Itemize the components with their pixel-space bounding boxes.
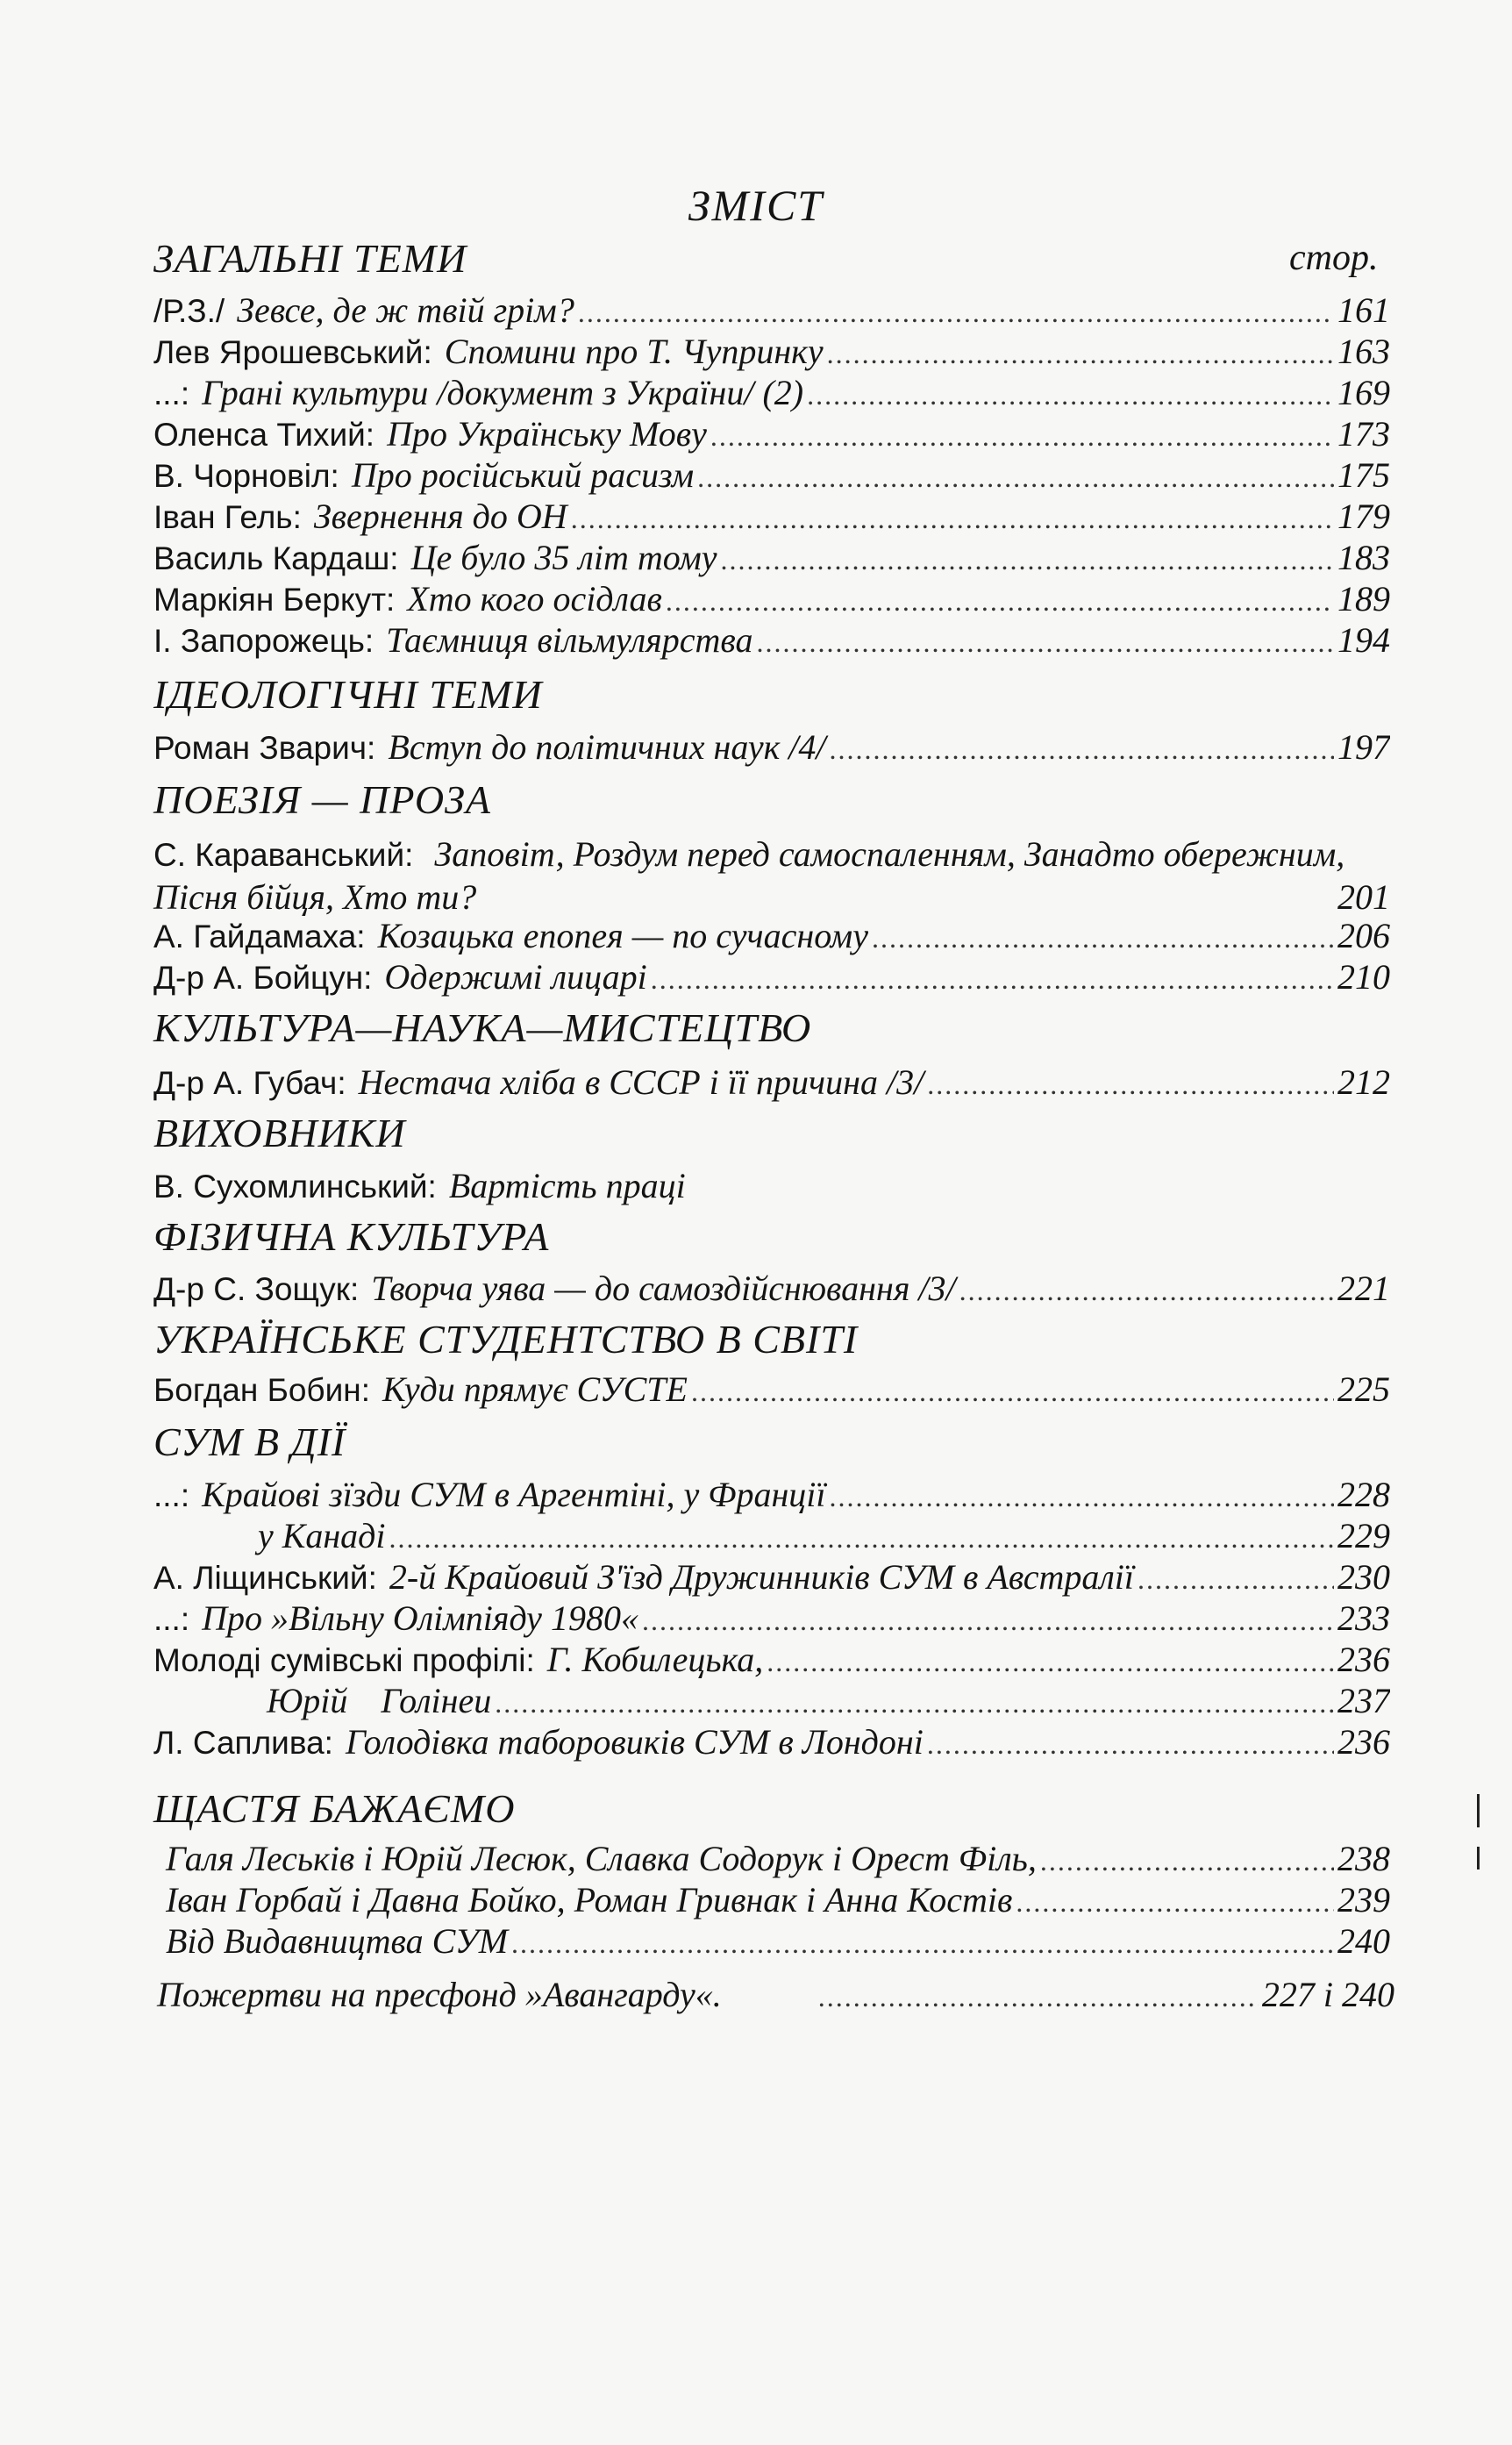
entry-title: Про російський расизм bbox=[351, 455, 695, 495]
entry-title: Пожертви на пресфонд »Авангарду«. bbox=[157, 1975, 722, 2014]
leader-dots bbox=[691, 1376, 1334, 1408]
entry-page: 197 bbox=[1337, 727, 1390, 767]
entry-page: 228 bbox=[1337, 1475, 1390, 1514]
scan-mark bbox=[1477, 1847, 1480, 1869]
entry-title: Спомини про Т. Чупринку bbox=[444, 332, 824, 371]
toc-entry bbox=[153, 1369, 1390, 1412]
page-column-label: стор. bbox=[1289, 238, 1379, 278]
toc-entry bbox=[153, 1680, 1390, 1724]
entry-title: Козацька епопея — по сучасному bbox=[377, 916, 868, 955]
entry-page: 238 bbox=[1337, 1839, 1390, 1878]
entry-page: 169 bbox=[1337, 373, 1390, 412]
entry-page: 225 bbox=[1337, 1369, 1390, 1409]
entry-page: 236 bbox=[1337, 1722, 1390, 1762]
toc-entry bbox=[153, 1598, 1390, 1641]
section-heading: КУЛЬТУРА—НАУКА—МИСТЕЦТВО bbox=[153, 1005, 812, 1050]
entry-title: Вартість праці bbox=[448, 1166, 686, 1205]
toc-entry-multiline bbox=[153, 833, 1390, 919]
entry-page: 227 і 240 bbox=[1261, 1975, 1394, 2014]
entry-title: Заповіт, Роздум перед самоспаленням, Занадто обережним, Пісня бійця, Хто ти? bbox=[153, 834, 1345, 917]
entry-title: Галя Леськів і Юрій Лесюк, Славка Содорук і Орест Філь, bbox=[166, 1839, 1037, 1878]
toc-entry bbox=[153, 1879, 1390, 1923]
entry-title: Голодівка таборовиків СУМ в Лондоні bbox=[345, 1722, 924, 1762]
leader-dots bbox=[1016, 1886, 1334, 1919]
leader-dots bbox=[1040, 1845, 1334, 1877]
entry-title: Зевсе, де ж твій грім? bbox=[237, 290, 574, 330]
section-heading: ФІЗИЧНА КУЛЬТУРА bbox=[153, 1214, 550, 1259]
toc-entry bbox=[153, 915, 1390, 959]
entry-title: Про »Вільну Олімпіяду 1980« bbox=[202, 1598, 638, 1638]
toc-entry bbox=[153, 1062, 1390, 1105]
entry-author: С. Караванський: bbox=[153, 837, 414, 873]
section-heading: ІДЕОЛОГІЧНІ ТЕМИ bbox=[153, 672, 543, 717]
toc-entry bbox=[153, 1639, 1390, 1683]
entry-page: 173 bbox=[1337, 414, 1390, 454]
leader-dots bbox=[807, 379, 1334, 411]
toc-entry bbox=[153, 726, 1390, 770]
leader-dots bbox=[927, 1728, 1334, 1761]
toc-entry bbox=[153, 619, 1390, 663]
entry-title: Хто кого осідлав bbox=[407, 579, 662, 618]
section-heading: ЗАГАЛЬНІ ТЕМИ bbox=[153, 236, 467, 281]
entry-author: Лев Ярошевський: bbox=[153, 334, 432, 370]
entry-title: Нестача хліба в СССР і її причина /3/ bbox=[358, 1062, 924, 1102]
toc-entry-donations bbox=[145, 1974, 1394, 2018]
toc-entry bbox=[153, 1268, 1390, 1312]
entry-title: Грані культури /документ з України/ (2) bbox=[202, 373, 804, 412]
leader-dots bbox=[872, 922, 1334, 954]
entry-title: Куди прямує СУСТЕ bbox=[382, 1369, 688, 1409]
page-title: ЗМІСТ bbox=[688, 181, 824, 230]
entry-author: /Р.З./ bbox=[153, 293, 225, 329]
entry-page: 206 bbox=[1337, 916, 1390, 955]
entry-title: 2-й Крайовий З'їзд Дружинників СУМ в Австралії bbox=[389, 1557, 1134, 1597]
toc-entry bbox=[153, 1838, 1390, 1882]
entry-author: ...: bbox=[153, 1601, 190, 1637]
entry-author: Роман Зварич: bbox=[153, 730, 376, 766]
entry-title: Це було 35 літ тому bbox=[410, 538, 717, 577]
entry-title: Звернення до ОН bbox=[313, 497, 567, 536]
entry-title: Про Українську Мову bbox=[387, 414, 707, 454]
toc-entry bbox=[153, 537, 1390, 581]
leader-dots bbox=[830, 1481, 1334, 1513]
entry-author: А. Гайдамаха: bbox=[153, 919, 366, 954]
entry-page: 189 bbox=[1337, 579, 1390, 618]
entry-author: Маркіян Беркут: bbox=[153, 582, 396, 618]
leader-dots bbox=[710, 420, 1334, 453]
toc-entry bbox=[153, 331, 1390, 375]
toc-entry bbox=[153, 454, 1390, 498]
toc-entry bbox=[153, 1165, 1390, 1209]
entry-title: Від Видавництва СУМ bbox=[166, 1921, 509, 1961]
entry-author: Василь Кардаш: bbox=[153, 540, 399, 576]
entry-page: 230 bbox=[1337, 1557, 1390, 1597]
entry-author: Богдан Бобин: bbox=[153, 1372, 371, 1408]
leader-dots bbox=[495, 1687, 1334, 1719]
leader-dots bbox=[578, 297, 1334, 329]
section-heading: ЩАСТЯ БАЖАЄМО bbox=[153, 1786, 516, 1831]
entry-page: 236 bbox=[1337, 1640, 1390, 1679]
entry-author: Д-р С. Зощук: bbox=[153, 1271, 360, 1307]
entry-author: Д-р А. Губач: bbox=[153, 1065, 346, 1101]
toc-entry bbox=[153, 496, 1390, 540]
leader-dots bbox=[642, 1605, 1334, 1637]
entry-page: 201 bbox=[1337, 877, 1390, 917]
entry-title: Одержимі лицарі bbox=[384, 957, 647, 997]
leader-dots bbox=[697, 461, 1334, 494]
entry-page: 161 bbox=[1337, 290, 1390, 330]
entry-page: 210 bbox=[1337, 957, 1390, 997]
entry-title: у Канаді bbox=[258, 1516, 386, 1555]
leader-dots bbox=[1138, 1563, 1334, 1596]
section-heading: СУМ В ДІЇ bbox=[153, 1419, 346, 1464]
entry-author: Оленса Тихий: bbox=[153, 417, 375, 453]
entry-title: Таємниця вільмулярства bbox=[386, 620, 753, 660]
toc-entry bbox=[153, 1721, 1390, 1765]
entry-author: ...: bbox=[153, 1477, 190, 1513]
section-heading: УКРАЇНСЬКЕ СТУДЕНТСТВО В СВІТІ bbox=[153, 1317, 859, 1362]
toc-entry bbox=[153, 578, 1390, 622]
entry-title: Іван Горбай і Давна Бойко, Роман Гривнак і Анна Костів bbox=[166, 1880, 1013, 1920]
entry-author: Молоді сумівські профілі: bbox=[153, 1642, 535, 1678]
leader-dots bbox=[818, 1981, 1259, 2013]
entry-page: 183 bbox=[1337, 538, 1390, 577]
entry-author: В. Чорновіл: bbox=[153, 458, 339, 494]
toc-entry bbox=[153, 1556, 1390, 1600]
entry-page: 179 bbox=[1337, 497, 1390, 536]
leader-dots bbox=[571, 503, 1334, 535]
leader-dots bbox=[666, 585, 1334, 618]
entry-title: Вступ до політичних наук /4/ bbox=[388, 727, 826, 767]
section-heading: ВИХОВНИКИ bbox=[153, 1111, 406, 1155]
entry-title: Г. Кобилецька, bbox=[546, 1640, 764, 1679]
entry-author: ...: bbox=[153, 375, 190, 411]
toc-entry bbox=[153, 290, 1390, 333]
entry-page: 212 bbox=[1337, 1062, 1390, 1102]
entry-page: 221 bbox=[1337, 1269, 1390, 1308]
toc-entry bbox=[153, 956, 1390, 1000]
toc-entry bbox=[153, 1920, 1390, 1964]
leader-dots bbox=[389, 1522, 1334, 1555]
entry-author: І. Запорожець: bbox=[153, 623, 374, 659]
entry-page: 163 bbox=[1337, 332, 1390, 371]
leader-dots bbox=[721, 544, 1335, 576]
entry-page: 237 bbox=[1337, 1681, 1390, 1720]
entry-author: В. Сухомлинський: bbox=[153, 1169, 437, 1205]
leader-dots bbox=[830, 733, 1334, 766]
entry-page: 233 bbox=[1337, 1598, 1390, 1638]
entry-page: 194 bbox=[1337, 620, 1390, 660]
section-heading: ПОЕЗІЯ — ПРОЗА bbox=[153, 777, 491, 822]
leader-dots bbox=[959, 1275, 1334, 1307]
entry-page: 229 bbox=[1337, 1516, 1390, 1555]
entry-title: Юрій Голінеи bbox=[267, 1681, 492, 1720]
leader-dots bbox=[757, 626, 1334, 659]
scan-mark bbox=[1477, 1794, 1480, 1827]
entry-author: Д-р А. Бойцун: bbox=[153, 960, 373, 996]
entry-author: А. Ліщинський: bbox=[153, 1560, 377, 1596]
toc-entry bbox=[153, 1474, 1390, 1518]
leader-dots bbox=[827, 338, 1334, 370]
entry-page: 239 bbox=[1337, 1880, 1390, 1920]
entry-author: Л. Саплива: bbox=[153, 1725, 333, 1761]
leader-dots bbox=[651, 963, 1334, 996]
entry-title: Творча уява — до самоздійснювання /3/ bbox=[371, 1269, 956, 1308]
toc-entry bbox=[153, 413, 1390, 457]
leader-dots bbox=[767, 1646, 1334, 1678]
entry-author: Іван Гель: bbox=[153, 499, 302, 535]
entry-page: 240 bbox=[1337, 1921, 1390, 1961]
toc-entry bbox=[153, 1515, 1390, 1559]
entry-page: 175 bbox=[1337, 455, 1390, 495]
leader-dots bbox=[927, 1069, 1334, 1101]
toc-entry bbox=[153, 372, 1390, 416]
leader-dots bbox=[511, 1927, 1334, 1960]
entry-title: Крайові зїзди СУМ в Аргентіні, у Франції bbox=[202, 1475, 826, 1514]
